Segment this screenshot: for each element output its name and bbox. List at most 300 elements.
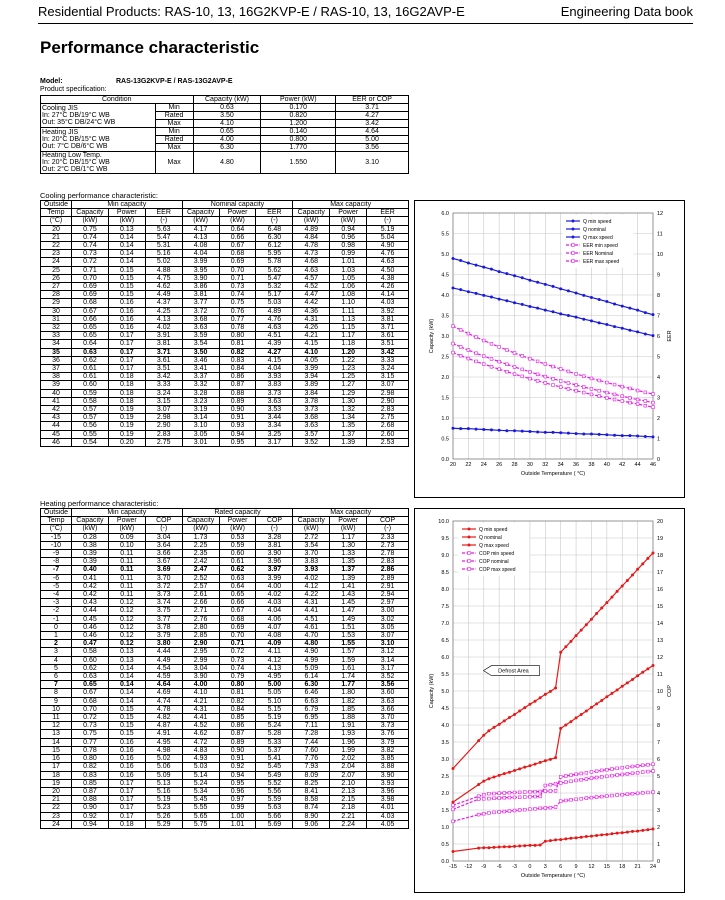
table-cell: 0.59: [71, 389, 108, 397]
table-cell: 1.35: [330, 422, 367, 430]
table-cell: 0.11: [108, 574, 145, 582]
table-cell: 4.02: [256, 591, 293, 599]
table-cell: 1.01: [219, 820, 256, 828]
data-point: [605, 381, 608, 384]
table-row: [41, 381, 409, 389]
x-tick-label: 9: [574, 864, 578, 870]
data-point: [518, 845, 521, 848]
table-cell: 4.31: [293, 315, 330, 323]
y-tick-label: 0.5: [441, 842, 449, 849]
table-cell: 0.15: [108, 722, 145, 730]
data-point: [652, 401, 655, 404]
data-point: [582, 318, 585, 321]
table-row: [41, 812, 409, 820]
y-axis-label: Capacity (kW): [429, 318, 435, 354]
table-cell: 3.61: [145, 356, 182, 364]
table-cell: 3.82: [367, 746, 409, 754]
table-cell: 2.02: [330, 755, 367, 763]
table-cell: 0.73: [219, 656, 256, 664]
table-cell: 0.39: [71, 550, 108, 558]
data-point: [616, 794, 619, 797]
table-cell: 5.95: [256, 250, 293, 258]
data-point: [569, 640, 572, 643]
y2-tick-label: 17: [657, 570, 664, 577]
data-point: [544, 363, 547, 366]
table-row: [41, 746, 409, 754]
legend-label: Q max speed: [479, 543, 509, 549]
table-cell: 3.51: [145, 365, 182, 373]
data-point: [636, 771, 639, 774]
data-point: [590, 796, 593, 799]
table-cell: 0.15: [108, 291, 145, 299]
y-tick-label: 2.0: [441, 791, 449, 798]
y-tick-label: 6.5: [441, 638, 449, 645]
data-point: [582, 391, 585, 394]
table-cell: 3.07: [145, 406, 182, 414]
data-point: [513, 429, 516, 432]
table-cell: 3.70: [293, 550, 330, 558]
data-point: [590, 296, 593, 299]
table-cell: 4.59: [145, 673, 182, 681]
table-cell: 4.95: [145, 738, 182, 746]
column-header: Capacity: [71, 517, 108, 525]
data-point: [487, 792, 490, 795]
table-cell: 4.52: [293, 283, 330, 291]
data-point: [549, 790, 552, 793]
table-cell: 0.18: [108, 397, 145, 405]
unit-header: (kW): [219, 525, 256, 533]
table-cell: 6.95: [293, 714, 330, 722]
table-cell: 0.77: [219, 315, 256, 323]
data-point: [539, 844, 542, 847]
table-cell: 4.21: [182, 697, 219, 705]
table-cell: 0.57: [71, 414, 108, 422]
data-point: [475, 352, 478, 355]
table-cell: 5.24: [256, 722, 293, 730]
spec-header-eer: EER or COP: [336, 96, 409, 104]
unit-header: (-): [256, 525, 293, 533]
x-axis-label: Outside Temperature ( °C): [520, 873, 586, 879]
table-cell: 0.13: [108, 656, 145, 664]
column-header-row: [41, 517, 409, 525]
column-header: Power: [219, 209, 256, 217]
x-tick-label: 15: [603, 864, 610, 870]
table-cell: 0.94: [330, 225, 367, 233]
table-cell: 0.69: [71, 291, 108, 299]
y-tick-label: 5.0: [441, 252, 449, 259]
table-row: [41, 389, 409, 397]
data-point: [644, 404, 647, 407]
table-cell: 3.78: [145, 623, 182, 631]
table-cell: 24: [41, 820, 72, 828]
table-cell: 0.11: [108, 591, 145, 599]
table-cell: 0.15: [108, 714, 145, 722]
table-cell: 5.02: [145, 755, 182, 763]
x-tick-label: -12: [464, 864, 473, 870]
table-cell: 0.72: [71, 258, 108, 266]
table-cell: 4.51: [293, 615, 330, 623]
table-cell: 2.60: [367, 430, 409, 438]
table-cell: 0.94: [219, 430, 256, 438]
data-point: [582, 294, 585, 297]
data-point: [487, 729, 490, 732]
table-cell: 2.52: [182, 574, 219, 582]
table-cell: 31: [41, 315, 72, 323]
table-cell: 3.19: [182, 406, 219, 414]
table-cell: 0.89: [219, 397, 256, 405]
table-row: [41, 332, 409, 340]
unit-header: (kW): [219, 217, 256, 225]
x-tick-label: 40: [603, 462, 610, 468]
table-cell: 36: [41, 356, 72, 364]
data-point: [559, 775, 562, 778]
data-point: [459, 345, 462, 348]
data-point: [564, 837, 567, 840]
data-point: [605, 775, 608, 778]
table-cell: 6.63: [293, 697, 330, 705]
table-cell: 1.80: [330, 689, 367, 697]
table-row: [41, 406, 409, 414]
table-cell: 3.79: [145, 632, 182, 640]
table-cell: 0.78: [71, 746, 108, 754]
table-cell: 43: [41, 414, 72, 422]
table-cell: 0.40: [71, 566, 108, 574]
column-header: COP: [256, 517, 293, 525]
table-cell: 0.72: [71, 714, 108, 722]
table-row: [41, 258, 409, 266]
y-tick-label: 4.0: [441, 293, 449, 300]
spec-mode: Min: [155, 104, 193, 112]
data-point: [534, 807, 537, 810]
data-point: [475, 336, 478, 339]
table-cell: 0.74: [71, 233, 108, 241]
data-point: [536, 373, 539, 376]
data-point: [567, 289, 570, 292]
table-cell: 2.13: [330, 787, 367, 795]
data-point: [569, 720, 572, 723]
table-cell: 6.30: [256, 233, 293, 241]
data-point: [598, 321, 601, 324]
table-cell: 3.90: [182, 274, 219, 282]
table-cell: 3.81: [256, 541, 293, 549]
table-cell: 0.14: [108, 258, 145, 266]
y2-tick-label: 3: [657, 395, 661, 402]
data-point: [523, 844, 526, 847]
table-cell: 0.10: [108, 541, 145, 549]
spec-cap: 4.80: [193, 152, 261, 174]
table-cell: 5.09: [145, 771, 182, 779]
data-point: [505, 349, 508, 352]
cooling-table: [40, 200, 409, 447]
data-point: [652, 791, 655, 794]
table-cell: 5.52: [256, 779, 293, 787]
table-cell: 1.11: [330, 307, 367, 315]
table-cell: 3.85: [367, 755, 409, 763]
y-tick-label: 8.5: [441, 570, 449, 577]
table-cell: 3.52: [367, 673, 409, 681]
table-cell: 2: [41, 640, 72, 648]
table-cell: 0.73: [71, 250, 108, 258]
cooling-section-title: Cooling performance characteristic:: [40, 191, 158, 200]
legend-marker: [572, 252, 575, 255]
data-point: [564, 775, 567, 778]
data-point: [452, 287, 455, 290]
table-cell: 4.08: [182, 242, 219, 250]
data-point: [570, 774, 573, 777]
y2-tick-label: 5: [657, 774, 661, 781]
table-cell: 5.66: [256, 812, 293, 820]
spec-row: [41, 104, 409, 112]
table-cell: 0.74: [71, 242, 108, 250]
data-point: [575, 389, 578, 392]
data-point: [521, 276, 524, 279]
table-cell: 3.33: [367, 356, 409, 364]
table-cell: 0.14: [108, 250, 145, 258]
table-cell: 0.82: [219, 697, 256, 705]
data-point: [482, 846, 485, 849]
spec-cap: 0.63: [193, 104, 261, 112]
table-cell: 3.99: [256, 574, 293, 582]
legend-marker: [468, 536, 471, 539]
table-cell: 3.70: [367, 714, 409, 722]
data-point: [613, 325, 616, 328]
table-row: [41, 673, 409, 681]
x-tick-label: 38: [588, 462, 595, 468]
spec-header-row: [41, 96, 409, 104]
y-tick-label: 3.5: [441, 313, 449, 320]
data-point: [582, 432, 585, 435]
data-point: [534, 700, 537, 703]
table-cell: 0.91: [219, 414, 256, 422]
table-cell: 1.93: [330, 730, 367, 738]
column-header: Capacity: [71, 209, 108, 217]
data-point: [523, 791, 526, 794]
table-cell: 3.28: [256, 533, 293, 541]
x-tick-label: 0: [528, 864, 532, 870]
table-cell: 1: [41, 632, 72, 640]
table-cell: 7: [41, 681, 72, 689]
legend-label: EER min speed: [583, 243, 618, 249]
table-cell: 4.62: [182, 730, 219, 738]
data-point: [452, 850, 455, 853]
table-cell: 0.81: [219, 689, 256, 697]
table-cell: 4.12: [256, 656, 293, 664]
data-point: [590, 393, 593, 396]
data-point: [452, 808, 455, 811]
table-cell: 4.05: [293, 356, 330, 364]
data-point: [539, 807, 542, 810]
unit-header: (kW): [71, 525, 108, 533]
data-point: [605, 433, 608, 436]
data-point: [505, 272, 508, 275]
data-point: [549, 806, 552, 809]
data-point: [570, 780, 573, 783]
chart-legend: [563, 215, 633, 267]
spec-lowtemp-label: Heating Low Temp. In: 20°C DB/15°C WB Out: 2°C DB/1°C WB: [41, 152, 156, 174]
column-header: Capacity: [182, 517, 219, 525]
data-point: [570, 798, 573, 801]
table-row: [41, 274, 409, 282]
spec-pow: 0.170: [261, 104, 336, 112]
table-cell: 4.31: [293, 599, 330, 607]
table-cell: 4.99: [293, 656, 330, 664]
table-cell: 0.18: [108, 389, 145, 397]
data-point: [641, 829, 644, 832]
data-point: [559, 287, 562, 290]
data-point: [467, 290, 470, 293]
data-point: [621, 385, 624, 388]
table-cell: 2.35: [182, 550, 219, 558]
y-tick-label: 6.0: [441, 655, 449, 662]
table-cell: 0.60: [71, 381, 108, 389]
table-cell: 0.17: [108, 332, 145, 340]
table-cell: 5.65: [182, 812, 219, 820]
data-point: [493, 776, 496, 779]
table-row: [41, 550, 409, 558]
table-cell: 0.65: [219, 591, 256, 599]
data-point: [529, 808, 532, 811]
table-cell: 3.77: [145, 615, 182, 623]
table-cell: 1.47: [330, 607, 367, 615]
table-cell: 4.26: [367, 283, 409, 291]
y-tick-label: 9.0: [441, 553, 449, 560]
table-cell: 1.05: [330, 274, 367, 282]
table-cell: 0.17: [108, 812, 145, 820]
data-point: [475, 264, 478, 267]
table-cell: 4.74: [145, 697, 182, 705]
data-point: [467, 357, 470, 360]
data-point: [477, 739, 480, 742]
table-cell: 3.54: [182, 340, 219, 348]
table-cell: 0.66: [219, 233, 256, 241]
data-point: [590, 771, 593, 774]
table-cell: 0.68: [219, 615, 256, 623]
data-point: [644, 332, 647, 335]
data-point: [482, 428, 485, 431]
table-cell: 2.98: [145, 414, 182, 422]
data-point: [498, 810, 501, 813]
y-tick-label: 10.0: [438, 519, 449, 526]
table-cell: 4.87: [145, 722, 182, 730]
data-point: [498, 792, 501, 795]
table-cell: 4.39: [256, 340, 293, 348]
table-row: [41, 640, 409, 648]
table-cell: 28: [41, 291, 72, 299]
table-cell: 3.83: [256, 381, 293, 389]
table-cell: 3.84: [293, 389, 330, 397]
y2-tick-label: 18: [657, 553, 664, 560]
y2-tick-label: 2: [657, 416, 661, 423]
spec-header-condition: Condition: [41, 96, 194, 104]
table-cell: -5: [41, 582, 72, 590]
data-point: [536, 360, 539, 363]
spec-heating-label: Heating JIS In: 20°C DB/15°C WB Out: 7°C DB/6°C WB: [41, 128, 156, 152]
table-cell: 8.74: [293, 804, 330, 812]
table-cell: 4.15: [256, 356, 293, 364]
table-cell: 1.17: [330, 533, 367, 541]
data-point: [482, 780, 485, 783]
table-cell: 6.48: [256, 225, 293, 233]
y-tick-label: 4.5: [441, 272, 449, 279]
column-header: Temp: [41, 517, 72, 525]
y2-tick-label: 2: [657, 825, 661, 832]
legend-label: EER Nominal: [583, 251, 614, 257]
table-cell: 0.16: [108, 771, 145, 779]
table-cell: 5.16: [145, 250, 182, 258]
table-cell: 0.17: [108, 348, 145, 356]
data-point: [498, 360, 501, 363]
data-point: [452, 801, 455, 804]
table-cell: 8.90: [293, 812, 330, 820]
data-point: [575, 716, 578, 719]
table-cell: 0.12: [108, 623, 145, 631]
table-cell: 0.44: [71, 607, 108, 615]
column-header: Power: [330, 517, 367, 525]
data-point: [482, 339, 485, 342]
table-cell: 0.67: [71, 307, 108, 315]
table-cell: -15: [41, 533, 72, 541]
table-cell: 2.86: [367, 566, 409, 574]
table-cell: 0.62: [71, 664, 108, 672]
data-point: [544, 375, 547, 378]
table-cell: 4.02: [293, 574, 330, 582]
table-cell: 0.28: [71, 533, 108, 541]
data-point: [626, 579, 629, 582]
data-point: [554, 806, 557, 809]
table-cell: 4.11: [256, 648, 293, 656]
data-point: [505, 429, 508, 432]
table-cell: 0.73: [71, 722, 108, 730]
data-point: [590, 387, 593, 390]
table-cell: 30: [41, 307, 72, 315]
product-spec-label: Product specification:: [40, 86, 107, 93]
table-cell: 4.63: [293, 266, 330, 274]
data-point: [641, 671, 644, 674]
table-row: [41, 755, 409, 763]
table-cell: 3.90: [367, 771, 409, 779]
table-cell: 3.91: [145, 332, 182, 340]
table-cell: 3.81: [182, 291, 219, 299]
group-header: Max capacity: [293, 201, 409, 209]
data-point: [544, 759, 547, 762]
data-point: [544, 382, 547, 385]
data-point: [652, 393, 655, 396]
table-cell: 0.86: [219, 373, 256, 381]
table-cell: 0.60: [71, 656, 108, 664]
legend-label: COP nominal: [479, 559, 509, 565]
y2-tick-label: 5: [657, 354, 661, 361]
y2-tick-label: 8: [657, 723, 661, 730]
table-cell: 0.11: [108, 550, 145, 558]
table-cell: 7.60: [293, 746, 330, 754]
table-cell: 2.15: [330, 796, 367, 804]
spec-eer: 5.00: [336, 136, 409, 144]
table-cell: 0.70: [219, 266, 256, 274]
table-cell: 3.42: [145, 373, 182, 381]
data-point: [521, 430, 524, 433]
table-cell: 3.96: [367, 787, 409, 795]
data-point: [598, 433, 601, 436]
y-tick-label: 1.5: [441, 808, 449, 815]
x-tick-label: 28: [511, 462, 518, 468]
data-point: [493, 797, 496, 800]
table-cell: 14: [41, 738, 72, 746]
data-point: [536, 307, 539, 310]
table-cell: 3.54: [293, 541, 330, 549]
table-cell: 42: [41, 406, 72, 414]
data-point: [487, 777, 490, 780]
table-cell: 1.91: [330, 722, 367, 730]
